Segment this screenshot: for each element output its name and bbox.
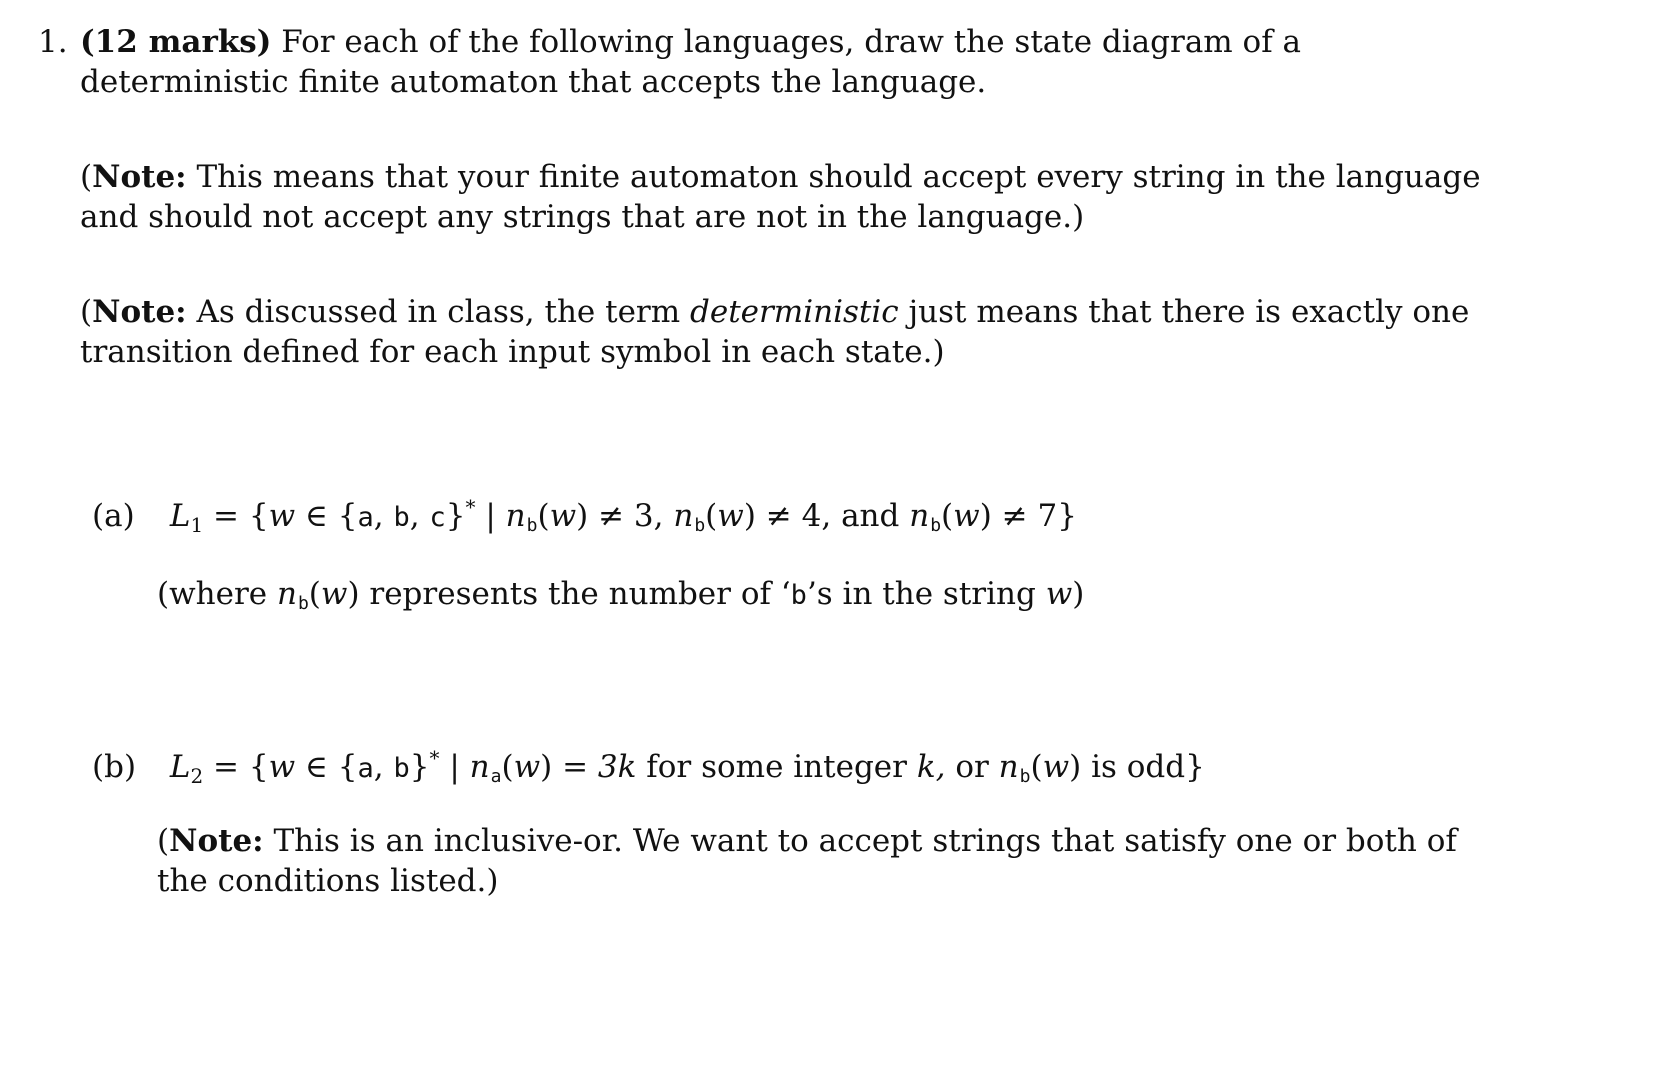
note-label: Note:: [92, 294, 187, 330]
note-accept-language: (Note: This means that your finite automaton should accept every string in the language and should not accept any strings that are not in the language.): [80, 159, 1481, 235]
note-label: Note:: [92, 159, 187, 195]
note-text: This is an inclusive-or. We want to accept strings that satisfy one or both of the conditions listed.): [157, 823, 1457, 899]
note-text-after: just means that there is exactly one transition defined for each input symbol in each state.): [80, 294, 1470, 370]
part-label: (a): [92, 498, 135, 534]
note-deterministic: (Note: As discussed in class, the term deterministic just means that there is exactly one transition defined for each input symbol in each state.): [80, 294, 1470, 370]
question-prompt: For each of the following languages, draw the state diagram of a deterministic finite automaton that accepts the language.: [80, 24, 1302, 100]
part-a-language: [92, 487, 1492, 546]
question-intro: [80, 22, 1510, 102]
part-b-language: [92, 738, 1492, 797]
part-label: (b): [92, 749, 137, 785]
language-definition: L2 = {w ∈ {a, b}* | na(w) = 3k for some integer k, or nb(w) is odd}: [169, 746, 1205, 788]
language-definition: L1 = {w ∈ {a, b, c}* | nb(w) ≠ 3, nb(w) ≠ 4, and nb(w) ≠ 7}: [169, 495, 1077, 537]
question-number: 1.: [38, 24, 68, 60]
question-marks: (12 marks): [80, 24, 272, 60]
note-label: Note:: [169, 823, 264, 859]
deterministic-emphasis: deterministic: [690, 294, 899, 330]
part-a-explanation: (where nb(w) represents the number of ‘b’s in the string w): [157, 576, 1085, 614]
part-b-note: (Note: This is an inclusive-or. We want to accept strings that satisfy one or both of the conditions listed.): [157, 823, 1457, 899]
note-text-before: As discussed in class, the term: [196, 294, 681, 330]
note-text: This means that your finite automaton should accept every string in the language and should not accept any strings that are not in the language.): [80, 159, 1481, 235]
